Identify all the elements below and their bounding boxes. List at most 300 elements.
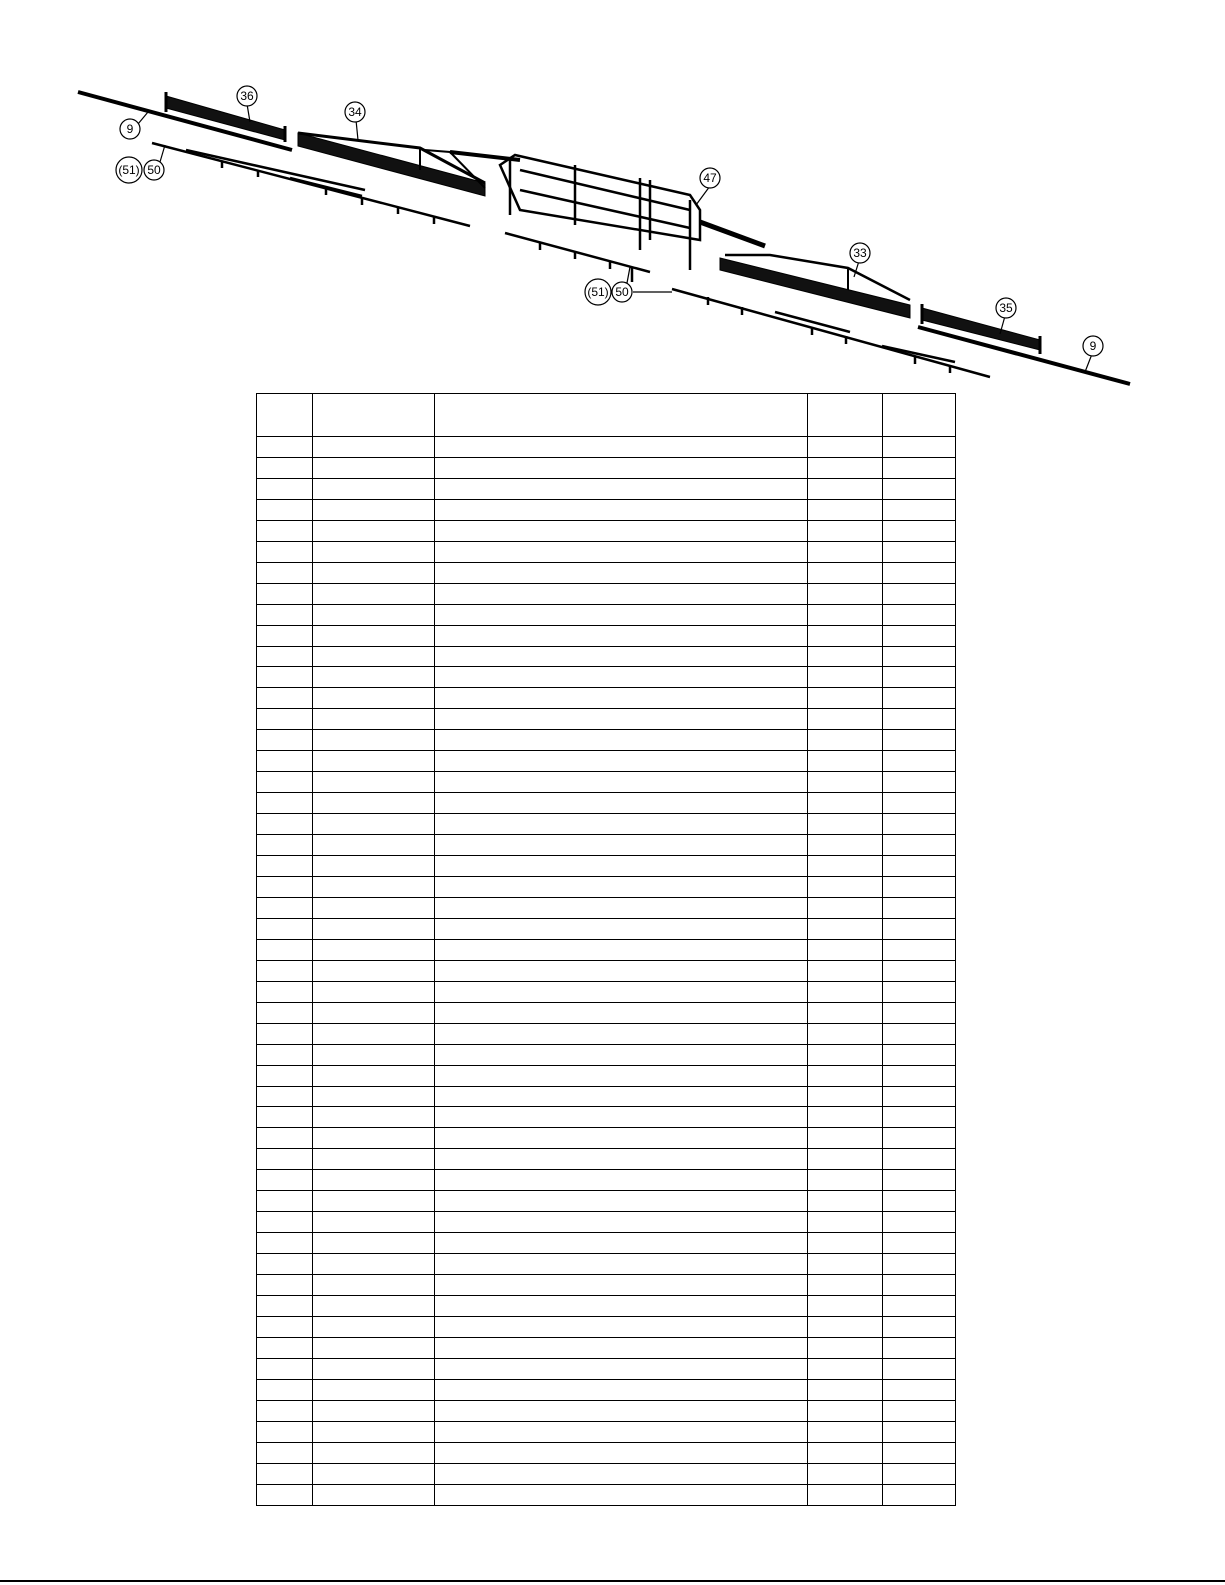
table-cell bbox=[808, 1379, 883, 1400]
table-cell bbox=[257, 1065, 313, 1086]
table-cell bbox=[883, 1358, 956, 1379]
table-cell bbox=[257, 709, 313, 730]
table-cell bbox=[257, 897, 313, 918]
table-cell bbox=[257, 583, 313, 604]
table-cell bbox=[808, 709, 883, 730]
table-cell bbox=[883, 918, 956, 939]
callout-36 bbox=[237, 86, 257, 106]
table-cell bbox=[883, 1191, 956, 1212]
table-cell bbox=[313, 1023, 435, 1044]
table-cell bbox=[435, 562, 808, 583]
table-header-cell bbox=[257, 394, 313, 437]
svg-text:36: 36 bbox=[240, 89, 254, 103]
table-cell bbox=[435, 793, 808, 814]
table-cell bbox=[808, 1484, 883, 1505]
table-cell bbox=[808, 688, 883, 709]
table-cell bbox=[808, 772, 883, 793]
table-row bbox=[257, 499, 956, 520]
table-row bbox=[257, 1149, 956, 1170]
table-cell bbox=[883, 1233, 956, 1254]
table-cell bbox=[435, 814, 808, 835]
table-cell bbox=[808, 856, 883, 877]
table-cell bbox=[808, 1086, 883, 1107]
table-row bbox=[257, 520, 956, 541]
table-cell bbox=[435, 709, 808, 730]
table-cell bbox=[435, 1065, 808, 1086]
table-cell bbox=[808, 1233, 883, 1254]
table-cell bbox=[257, 604, 313, 625]
svg-text:34: 34 bbox=[348, 105, 362, 119]
table-cell bbox=[808, 1128, 883, 1149]
callout-51-right bbox=[585, 279, 611, 305]
table-row bbox=[257, 688, 956, 709]
table-cell bbox=[883, 1400, 956, 1421]
table-cell bbox=[883, 1065, 956, 1086]
table-cell bbox=[257, 436, 313, 457]
table-cell bbox=[257, 1358, 313, 1379]
table-cell bbox=[313, 1275, 435, 1296]
table-cell bbox=[883, 1149, 956, 1170]
table-cell bbox=[313, 1170, 435, 1191]
table-cell bbox=[883, 876, 956, 897]
table-cell bbox=[435, 520, 808, 541]
table-cell bbox=[808, 457, 883, 478]
svg-text:(51): (51) bbox=[118, 163, 140, 177]
table-cell bbox=[257, 1149, 313, 1170]
table-cell bbox=[883, 1275, 956, 1296]
table-cell bbox=[435, 1442, 808, 1463]
table-cell bbox=[435, 856, 808, 877]
table-cell bbox=[808, 583, 883, 604]
table-cell bbox=[435, 939, 808, 960]
table-row bbox=[257, 1421, 956, 1442]
table-cell bbox=[257, 1128, 313, 1149]
table-row bbox=[257, 1044, 956, 1065]
table-cell bbox=[808, 1337, 883, 1358]
table-row bbox=[257, 1442, 956, 1463]
table-cell bbox=[435, 876, 808, 897]
table-row bbox=[257, 1086, 956, 1107]
table-cell bbox=[883, 1463, 956, 1484]
svg-text:(51): (51) bbox=[587, 285, 609, 299]
table-cell bbox=[313, 1317, 435, 1338]
table-cell bbox=[808, 918, 883, 939]
table-cell bbox=[257, 939, 313, 960]
table-cell bbox=[435, 835, 808, 856]
table-row bbox=[257, 583, 956, 604]
table-cell bbox=[435, 1233, 808, 1254]
table-cell bbox=[257, 1002, 313, 1023]
table-row bbox=[257, 772, 956, 793]
table-cell bbox=[257, 1296, 313, 1317]
table-cell bbox=[435, 436, 808, 457]
table-cell bbox=[257, 1484, 313, 1505]
table-cell bbox=[808, 1275, 883, 1296]
table-cell bbox=[808, 520, 883, 541]
table-cell bbox=[435, 1317, 808, 1338]
table-row bbox=[257, 897, 956, 918]
table-cell bbox=[313, 688, 435, 709]
table-cell bbox=[808, 625, 883, 646]
table-cell bbox=[808, 981, 883, 1002]
callout-9-left bbox=[120, 119, 140, 139]
table-cell bbox=[435, 499, 808, 520]
table-cell bbox=[883, 730, 956, 751]
table-header-cell bbox=[808, 394, 883, 437]
table-cell bbox=[257, 625, 313, 646]
table-cell bbox=[883, 1254, 956, 1275]
table-cell bbox=[808, 751, 883, 772]
table-cell bbox=[257, 1400, 313, 1421]
table-header-row bbox=[257, 394, 956, 437]
table-row bbox=[257, 1358, 956, 1379]
table-cell bbox=[435, 1191, 808, 1212]
table-cell bbox=[313, 709, 435, 730]
table-cell bbox=[435, 1296, 808, 1317]
table-row bbox=[257, 1065, 956, 1086]
table-cell bbox=[313, 1484, 435, 1505]
table-row bbox=[257, 457, 956, 478]
table-cell bbox=[313, 457, 435, 478]
table-cell bbox=[435, 1170, 808, 1191]
svg-text:9: 9 bbox=[1089, 339, 1097, 353]
table-cell bbox=[808, 939, 883, 960]
table-cell bbox=[883, 709, 956, 730]
table-cell bbox=[808, 1149, 883, 1170]
table-cell bbox=[808, 1421, 883, 1442]
table-row bbox=[257, 1002, 956, 1023]
table-cell bbox=[435, 1254, 808, 1275]
table-cell bbox=[435, 1421, 808, 1442]
table-cell bbox=[808, 1212, 883, 1233]
table-cell bbox=[435, 457, 808, 478]
table-row bbox=[257, 835, 956, 856]
table-cell bbox=[883, 814, 956, 835]
callout-33 bbox=[850, 243, 870, 263]
table-cell bbox=[257, 856, 313, 877]
table-cell bbox=[257, 1170, 313, 1191]
table-cell bbox=[883, 835, 956, 856]
table-cell bbox=[883, 772, 956, 793]
table-row bbox=[257, 981, 956, 1002]
table-cell bbox=[313, 856, 435, 877]
table-cell bbox=[883, 1337, 956, 1358]
table-cell bbox=[313, 1044, 435, 1065]
table-cell bbox=[313, 772, 435, 793]
table-cell bbox=[435, 688, 808, 709]
svg-text:50: 50 bbox=[147, 163, 161, 177]
table-row bbox=[257, 1484, 956, 1505]
table-row bbox=[257, 562, 956, 583]
table-cell bbox=[808, 1002, 883, 1023]
table-cell bbox=[883, 960, 956, 981]
table-row bbox=[257, 939, 956, 960]
svg-text:9: 9 bbox=[126, 122, 134, 136]
table-cell bbox=[808, 1317, 883, 1338]
table-cell bbox=[883, 1128, 956, 1149]
table-cell bbox=[883, 646, 956, 667]
table-cell bbox=[883, 1212, 956, 1233]
table-cell bbox=[257, 499, 313, 520]
table-row bbox=[257, 1275, 956, 1296]
table-cell bbox=[313, 541, 435, 562]
table-cell bbox=[808, 730, 883, 751]
table-cell bbox=[313, 1233, 435, 1254]
table-cell bbox=[883, 856, 956, 877]
table-cell bbox=[257, 1379, 313, 1400]
table-cell bbox=[313, 1065, 435, 1086]
table-row bbox=[257, 814, 956, 835]
table-cell bbox=[808, 478, 883, 499]
table-cell bbox=[883, 1086, 956, 1107]
table-header-cell bbox=[883, 394, 956, 437]
table-cell bbox=[883, 1379, 956, 1400]
table-cell bbox=[257, 1212, 313, 1233]
table-cell bbox=[883, 541, 956, 562]
table-cell bbox=[257, 1107, 313, 1128]
table-cell bbox=[435, 646, 808, 667]
table-cell bbox=[883, 583, 956, 604]
table-cell bbox=[257, 1275, 313, 1296]
table-row bbox=[257, 625, 956, 646]
table-cell bbox=[435, 981, 808, 1002]
table-cell bbox=[257, 1463, 313, 1484]
table-header-cell bbox=[313, 394, 435, 437]
table-row bbox=[257, 918, 956, 939]
table-cell bbox=[313, 751, 435, 772]
svg-text:47: 47 bbox=[703, 171, 717, 185]
table-row bbox=[257, 1233, 956, 1254]
table-cell bbox=[313, 730, 435, 751]
table-cell bbox=[435, 667, 808, 688]
table-row bbox=[257, 960, 956, 981]
table-cell bbox=[883, 1023, 956, 1044]
table-cell bbox=[257, 562, 313, 583]
table-cell bbox=[313, 1149, 435, 1170]
table-cell bbox=[313, 1086, 435, 1107]
table-cell bbox=[257, 520, 313, 541]
table-row bbox=[257, 604, 956, 625]
table-cell bbox=[808, 835, 883, 856]
table-cell bbox=[808, 562, 883, 583]
table-cell bbox=[435, 960, 808, 981]
table-row bbox=[257, 1317, 956, 1338]
table-cell bbox=[313, 1337, 435, 1358]
table-cell bbox=[883, 1170, 956, 1191]
table-row bbox=[257, 1400, 956, 1421]
callout-35 bbox=[996, 298, 1016, 318]
table-cell bbox=[257, 1086, 313, 1107]
table-cell bbox=[313, 625, 435, 646]
table-cell bbox=[435, 1002, 808, 1023]
table-cell bbox=[883, 1044, 956, 1065]
table-cell bbox=[257, 541, 313, 562]
table-cell bbox=[808, 1065, 883, 1086]
table-row bbox=[257, 667, 956, 688]
table-cell bbox=[435, 751, 808, 772]
table-cell bbox=[808, 1044, 883, 1065]
table-cell bbox=[257, 457, 313, 478]
table-row bbox=[257, 1191, 956, 1212]
table-cell bbox=[257, 793, 313, 814]
table-cell bbox=[808, 646, 883, 667]
table-cell bbox=[313, 1002, 435, 1023]
table-row bbox=[257, 1296, 956, 1317]
table-cell bbox=[313, 1358, 435, 1379]
table-cell bbox=[313, 1107, 435, 1128]
table-cell bbox=[883, 1317, 956, 1338]
table-cell bbox=[257, 981, 313, 1002]
table-cell bbox=[257, 1337, 313, 1358]
table-cell bbox=[883, 939, 956, 960]
table-cell bbox=[257, 960, 313, 981]
table-cell bbox=[435, 1337, 808, 1358]
table-cell bbox=[435, 897, 808, 918]
table-cell bbox=[808, 897, 883, 918]
table-cell bbox=[435, 1086, 808, 1107]
table-cell bbox=[883, 457, 956, 478]
table-row bbox=[257, 1254, 956, 1275]
table-cell bbox=[313, 583, 435, 604]
table-cell bbox=[313, 876, 435, 897]
callout-34 bbox=[345, 102, 365, 122]
table-cell bbox=[808, 541, 883, 562]
table-cell bbox=[883, 520, 956, 541]
table-cell bbox=[883, 667, 956, 688]
table-cell bbox=[313, 918, 435, 939]
table-cell bbox=[883, 604, 956, 625]
table-cell bbox=[257, 667, 313, 688]
table-cell bbox=[435, 1275, 808, 1296]
table-cell bbox=[257, 1442, 313, 1463]
table-cell bbox=[883, 499, 956, 520]
table-cell bbox=[883, 436, 956, 457]
table-row bbox=[257, 541, 956, 562]
table-cell bbox=[257, 1421, 313, 1442]
table-cell bbox=[313, 646, 435, 667]
table-cell bbox=[313, 981, 435, 1002]
table-cell bbox=[435, 1379, 808, 1400]
table-cell bbox=[257, 646, 313, 667]
table-cell bbox=[257, 1254, 313, 1275]
table-cell bbox=[883, 1296, 956, 1317]
table-cell bbox=[808, 814, 883, 835]
table-cell bbox=[435, 1044, 808, 1065]
table-cell bbox=[313, 1463, 435, 1484]
table-cell bbox=[808, 499, 883, 520]
table-cell bbox=[435, 1463, 808, 1484]
table-cell bbox=[883, 793, 956, 814]
table-cell bbox=[313, 1254, 435, 1275]
table-cell bbox=[313, 960, 435, 981]
table-cell bbox=[435, 730, 808, 751]
parts-table bbox=[256, 393, 956, 1506]
table-row bbox=[257, 646, 956, 667]
table-cell bbox=[808, 1296, 883, 1317]
table-cell bbox=[435, 478, 808, 499]
table-cell bbox=[435, 1484, 808, 1505]
left-boom-rod bbox=[78, 92, 292, 150]
table-cell bbox=[313, 897, 435, 918]
table-cell bbox=[435, 1149, 808, 1170]
callout-47 bbox=[700, 168, 720, 188]
table-cell bbox=[808, 667, 883, 688]
table-cell bbox=[808, 1463, 883, 1484]
table-row bbox=[257, 709, 956, 730]
left-spray-plumbing bbox=[152, 143, 470, 226]
table-cell bbox=[883, 625, 956, 646]
table-cell bbox=[313, 1212, 435, 1233]
table-row bbox=[257, 751, 956, 772]
table-cell bbox=[435, 625, 808, 646]
table-cell bbox=[435, 1212, 808, 1233]
table-cell bbox=[313, 814, 435, 835]
table-cell bbox=[808, 1358, 883, 1379]
table-cell bbox=[257, 478, 313, 499]
table-cell bbox=[257, 1233, 313, 1254]
table-cell bbox=[257, 918, 313, 939]
table-cell bbox=[435, 1400, 808, 1421]
callout-51-left bbox=[116, 157, 142, 183]
table-cell bbox=[435, 772, 808, 793]
table-cell bbox=[435, 541, 808, 562]
table-row bbox=[257, 1023, 956, 1044]
svg-text:35: 35 bbox=[999, 301, 1013, 315]
boom-diagram bbox=[0, 0, 1225, 400]
table-cell bbox=[257, 835, 313, 856]
table-row bbox=[257, 730, 956, 751]
page-bottom-rule bbox=[0, 1580, 1225, 1582]
table-cell bbox=[313, 604, 435, 625]
table-row bbox=[257, 478, 956, 499]
table-cell bbox=[313, 520, 435, 541]
table-row bbox=[257, 856, 956, 877]
table-cell bbox=[313, 793, 435, 814]
table-cell bbox=[808, 1442, 883, 1463]
callout-50-right bbox=[612, 282, 632, 302]
table-cell bbox=[883, 1442, 956, 1463]
svg-text:50: 50 bbox=[615, 285, 629, 299]
table-row bbox=[257, 793, 956, 814]
table-cell bbox=[313, 478, 435, 499]
table-cell bbox=[257, 772, 313, 793]
table-cell bbox=[808, 1107, 883, 1128]
table-header-cell bbox=[435, 394, 808, 437]
table-cell bbox=[435, 1128, 808, 1149]
table-cell bbox=[435, 583, 808, 604]
table-cell bbox=[435, 604, 808, 625]
table-row bbox=[257, 1212, 956, 1233]
table-row bbox=[257, 1463, 956, 1484]
table-cell bbox=[883, 562, 956, 583]
table-row bbox=[257, 1379, 956, 1400]
table-cell bbox=[808, 960, 883, 981]
table-cell bbox=[313, 499, 435, 520]
table-cell bbox=[257, 1023, 313, 1044]
table-cell bbox=[257, 1044, 313, 1065]
table-cell bbox=[883, 1421, 956, 1442]
table-cell bbox=[808, 1023, 883, 1044]
table-row bbox=[257, 1128, 956, 1149]
table-row bbox=[257, 1170, 956, 1191]
table-cell bbox=[808, 436, 883, 457]
table-row bbox=[257, 1107, 956, 1128]
table-cell bbox=[808, 1191, 883, 1212]
table-cell bbox=[808, 1170, 883, 1191]
table-cell bbox=[257, 751, 313, 772]
table-cell bbox=[808, 604, 883, 625]
table-cell bbox=[808, 793, 883, 814]
